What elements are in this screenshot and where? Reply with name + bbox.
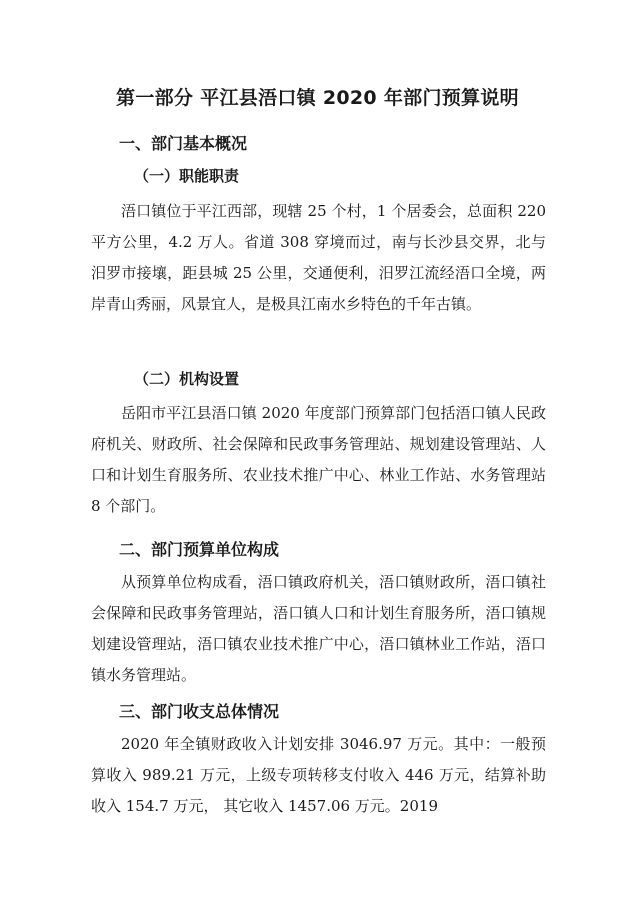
- section2-paragraph: 从预算单位构成看，浯口镇政府机关，浯口镇财政所，浯口镇社会保障和民政事务管理站，浯口镇人口和计划生育服务所，浯口镇规划建设管理站，浯口镇农业技术推广中心，浯口镇林业工作站，浯口镇水务管理站。: [91, 573, 546, 684]
- section3-heading: 三、部门收支总体情况: [119, 702, 280, 721]
- section1-sub2-paragraph: 岳阳市平江县浯口镇 2020 年度部门预算部门包括浯口镇人民政府机关、财政所、社会保障和民政事务管理站、规划建设管理站、人口和计划生育服务所、农业技术推广中心、林业工作站、水务管理站 8 个部门。: [91, 404, 546, 515]
- section3-paragraph: 2020 年全镇财政收入计划安排 3046.97 万元。其中：一般预算收入 989.21 万元，上级专项转移支付收入 446 万元，结算补助收入 154.7 万元， 其它收入 1457.06 万元。2019: [91, 735, 546, 815]
- section1-sub1-paragraph: 浯口镇位于平江西部，现辖 25 个村，1 个居委会，总面积 220 平方公里，4.2 万人。省道 308 穿境而过，南与长沙县交界，北与汨罗市接壤，距县城 25 公里，交通便利，汨罗江流经浯口全境，两岸青山秀丽，风景宜人，是极具江南水乡特色的千年古镇。: [91, 202, 546, 313]
- section1-sub2-heading: （二）机构设置: [134, 370, 240, 388]
- document-title: 第一部分 平江县浯口镇 2020 年部门预算说明: [116, 87, 519, 109]
- section1-heading: 一、部门基本概况: [119, 134, 248, 153]
- section2-heading: 二、部门预算单位构成: [119, 540, 280, 559]
- section1-sub1-heading: （一）职能职责: [134, 167, 240, 185]
